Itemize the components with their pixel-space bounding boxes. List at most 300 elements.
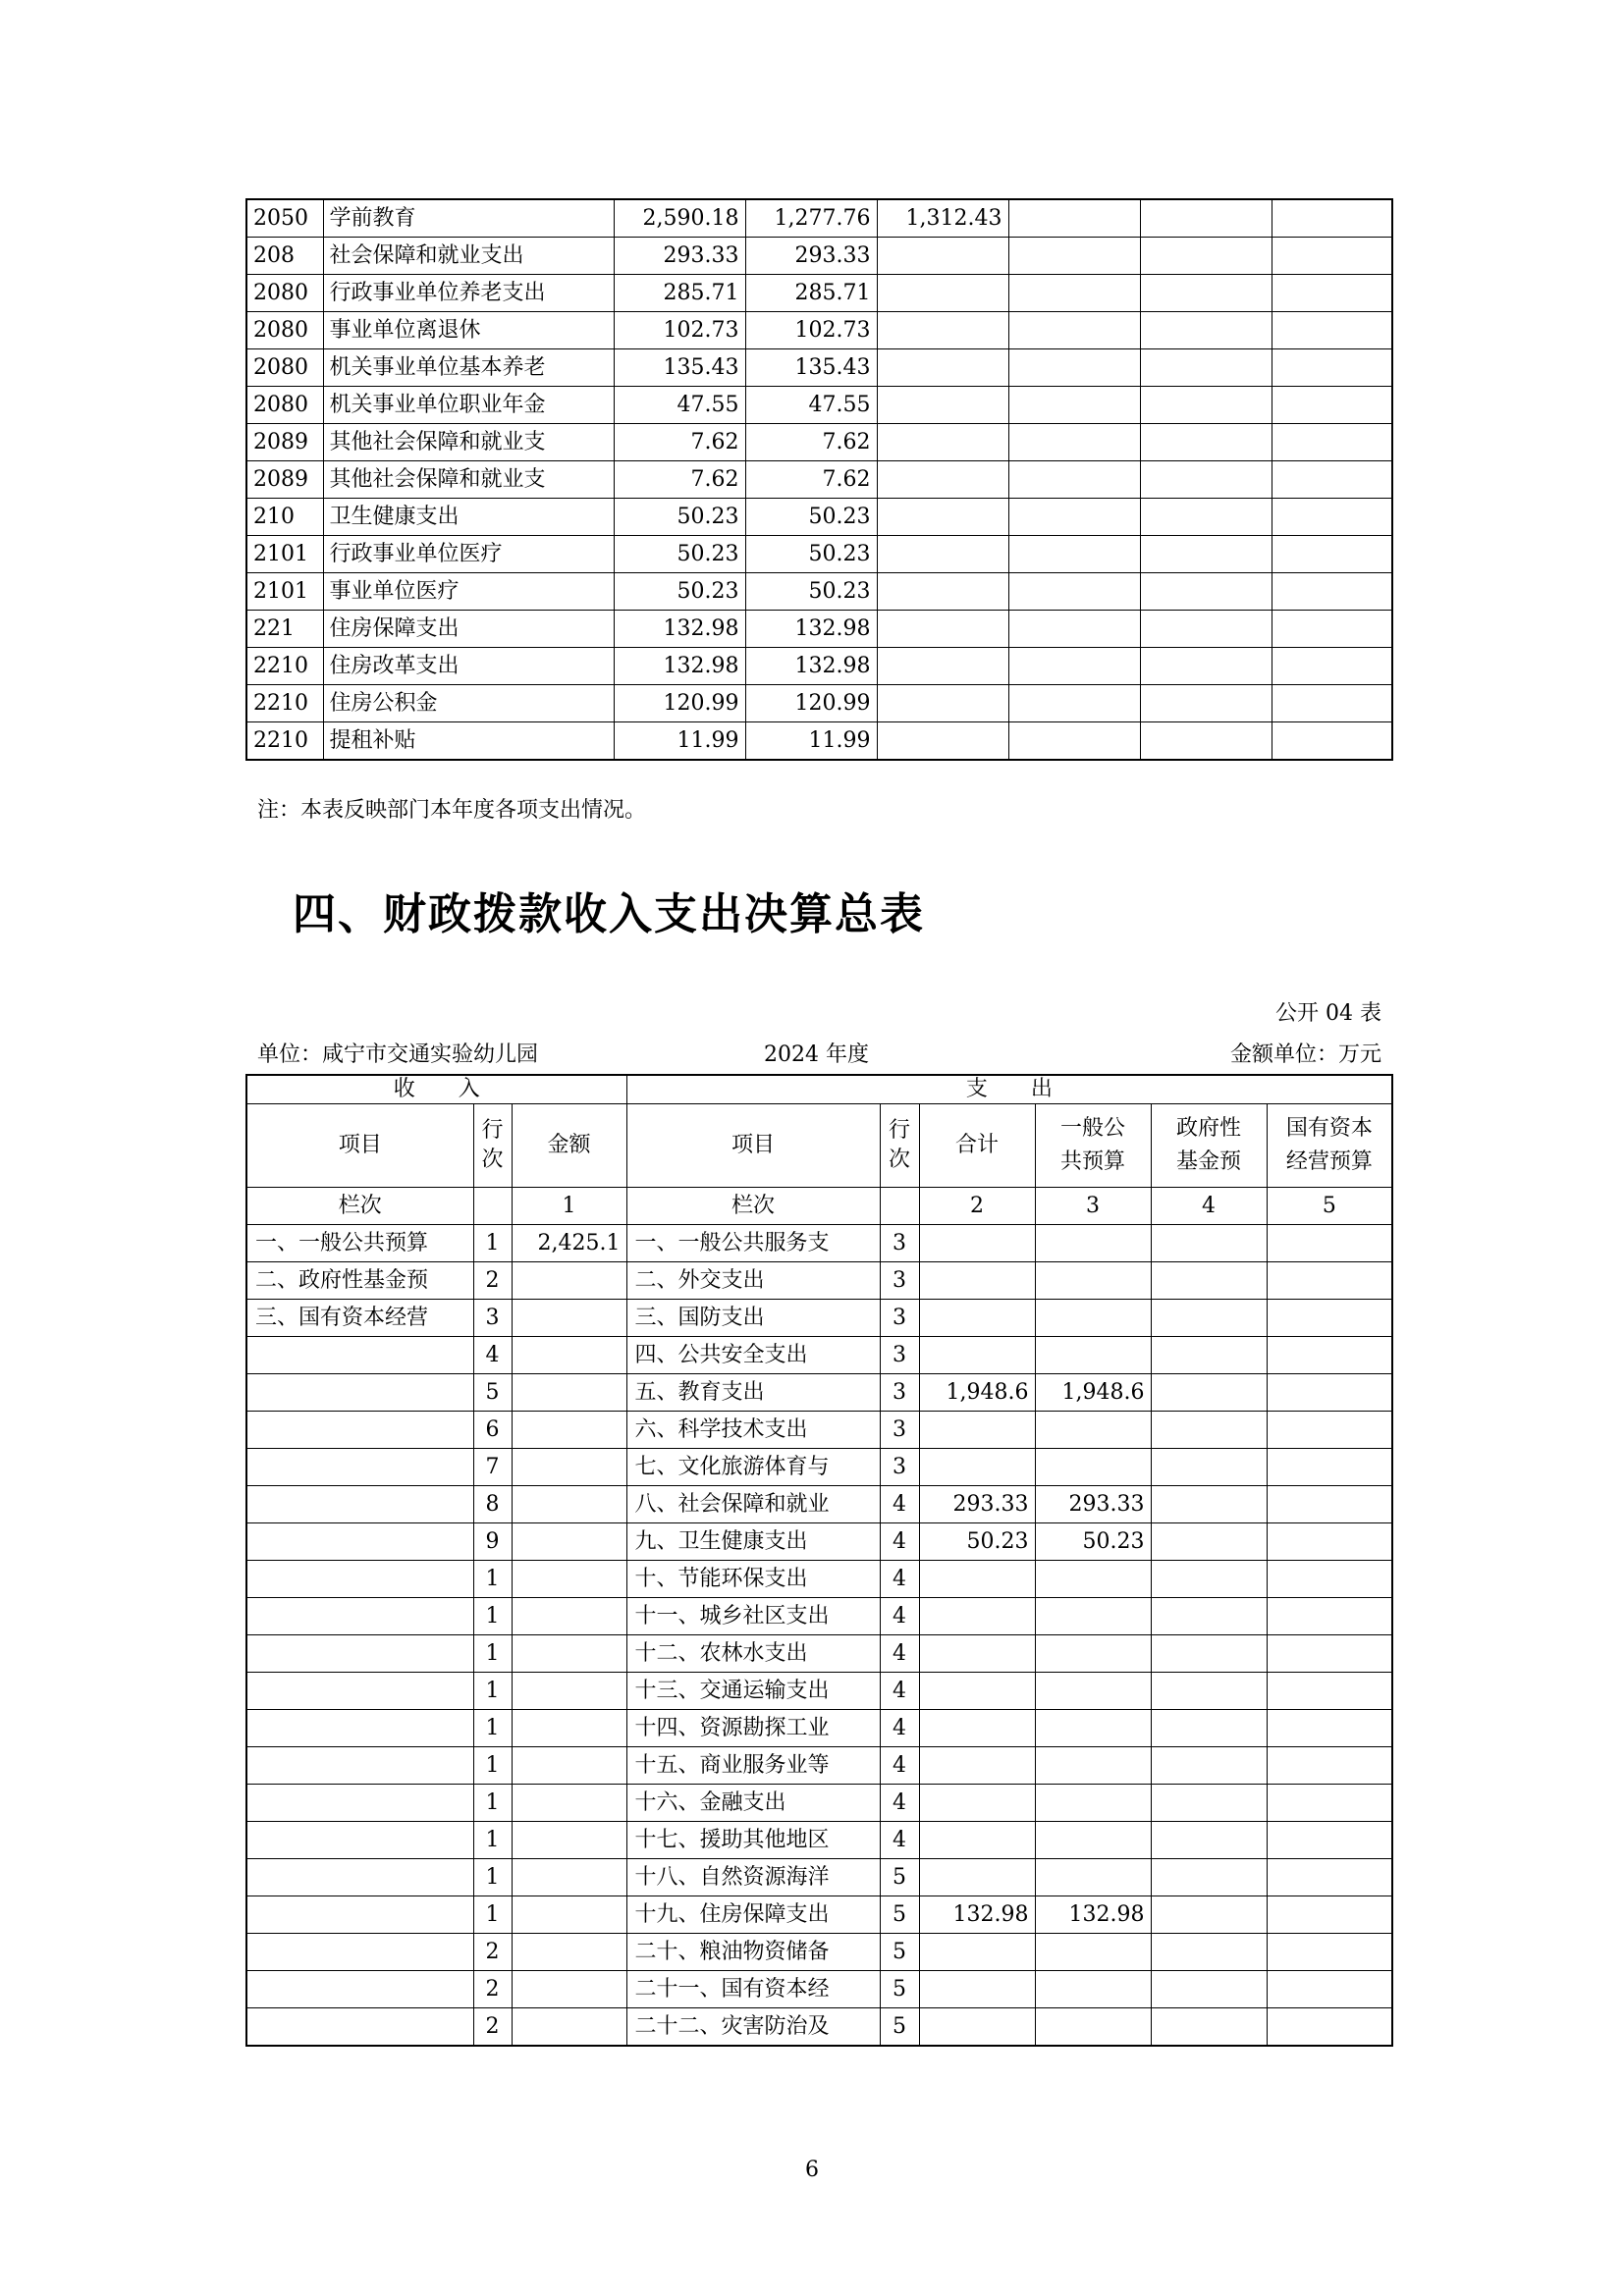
table-cell [1272,312,1392,349]
table-cell [246,2008,473,2047]
table-cell [919,1785,1035,1822]
state-capital-header-line2: 经营预算 [1285,1149,1373,1174]
table-cell [1140,536,1272,573]
table-cell [1140,722,1272,761]
table-cell: 十二、农林水支出 [626,1635,880,1673]
table-cell: 二、政府性基金预 [246,1262,473,1300]
table-row [246,1859,1392,1896]
table-cell: 7.62 [745,461,877,499]
column-index-cell: 5 [1267,1188,1392,1225]
table-cell [246,1561,473,1598]
table-cell [1267,1262,1392,1300]
table-cell [1008,461,1140,499]
table-cell: 2,590.18 [614,199,745,238]
table-cell [1140,461,1272,499]
table-cell: 1 [473,1896,512,1934]
table-cell [246,1859,473,1896]
table-cell: 293.33 [1035,1486,1151,1523]
table-row [246,199,1392,238]
table-cell [877,424,1008,461]
table-cell [1140,648,1272,685]
table-cell [512,2008,626,2047]
table-row [246,1449,1392,1486]
table-cell [877,312,1008,349]
table-cell: 一、一般公共服务支 [626,1225,880,1262]
table-cell: 135.43 [614,349,745,387]
table-row [246,1300,1392,1337]
table-cell [1140,199,1272,238]
table-cell [1035,1449,1151,1486]
table-cell [1151,1374,1267,1412]
income-item-header: 项目 [246,1104,473,1188]
table-cell [1267,2008,1392,2047]
table-cell [919,2008,1035,2047]
table-cell [512,1635,626,1673]
table-cell [919,1673,1035,1710]
table-cell: 1 [473,1859,512,1896]
table-cell [512,1598,626,1635]
table-cell [1035,1561,1151,1598]
table-cell: 47.55 [614,387,745,424]
table-cell [1272,648,1392,685]
table-cell [246,1635,473,1673]
page-number: 6 [805,2158,819,2182]
table-cell: 十、节能环保支出 [626,1561,880,1598]
row-number-header-top: 行 [481,1118,504,1143]
table-cell: 1 [473,1785,512,1822]
column-index-row [246,1188,1392,1225]
table-cell [512,1859,626,1896]
table-cell [1272,275,1392,312]
table-cell: 132.98 [919,1896,1035,1934]
table-cell [512,1486,626,1523]
table-cell [246,1971,473,2008]
table-cell: 5 [880,1859,919,1896]
table-cell [1140,424,1272,461]
table-cell [877,387,1008,424]
table-cell: 十八、自然资源海洋 [626,1859,880,1896]
table-cell [1151,1486,1267,1523]
table-cell [512,1710,626,1747]
table-cell [1267,1635,1392,1673]
table-cell [1140,387,1272,424]
table-cell [1151,1635,1267,1673]
table-row [246,387,1392,424]
table-cell [246,1934,473,1971]
table-row [246,648,1392,685]
table-cell [1267,1934,1392,1971]
table-cell: 4 [880,1598,919,1635]
column-index-cell: 4 [1151,1188,1267,1225]
table-cell: 4 [880,1822,919,1859]
table-cell: 2089 [246,461,323,499]
table-cell: 十七、援助其他地区 [626,1822,880,1859]
table-cell: 11.99 [745,722,877,761]
table-cell [1272,611,1392,648]
table-cell: 3 [880,1225,919,1262]
table-cell: 行政事业单位医疗 [323,536,614,573]
table-cell: 1,277.76 [745,199,877,238]
table-cell: 1 [473,1710,512,1747]
table-cell: 1,312.43 [877,199,1008,238]
table-cell: 2080 [246,349,323,387]
table-row [246,1673,1392,1710]
fiscal-appropriation-summary-table [245,1074,1393,2047]
gov-fund-header [1151,1104,1267,1188]
table-cell: 2080 [246,387,323,424]
expense-item-header: 项目 [626,1104,880,1188]
table-cell [1267,1971,1392,2008]
table-cell [1140,238,1272,275]
table-cell: 十五、商业服务业等 [626,1747,880,1785]
table-row [246,1635,1392,1673]
table-cell [1267,1412,1392,1449]
table-cell [1035,1822,1151,1859]
column-index-cell: 3 [1035,1188,1151,1225]
table-cell: 293.33 [745,238,877,275]
table-cell [512,1822,626,1859]
table-cell: 机关事业单位基本养老 [323,349,614,387]
table-cell [1008,199,1140,238]
table-cell [1272,349,1392,387]
form-code: 公开 04 表 [1275,1001,1381,1026]
table-cell: 50.23 [745,536,877,573]
table-cell: 4 [473,1337,512,1374]
table-cell: 2210 [246,648,323,685]
table-cell: 5 [473,1374,512,1412]
table-cell [1267,1785,1392,1822]
table-cell [1267,1673,1392,1710]
table-cell [246,1337,473,1374]
table-cell [1035,1337,1151,1374]
table-cell [1008,648,1140,685]
column-header-row [246,1104,1392,1188]
table-cell: 5 [880,1971,919,2008]
table-cell: 293.33 [614,238,745,275]
table-cell [512,1337,626,1374]
table-cell [1267,1225,1392,1262]
general-budget-header-line1: 一般公 [1060,1116,1126,1141]
table-cell [1035,1225,1151,1262]
table-cell: 4 [880,1486,919,1523]
table-cell [512,1934,626,1971]
table-cell: 3 [880,1449,919,1486]
table-cell [1008,685,1140,722]
table-cell: 50.23 [1035,1523,1151,1561]
table-cell [1035,1971,1151,2008]
table-cell: 1 [473,1635,512,1673]
table-cell: 1 [473,1561,512,1598]
table-cell [1140,685,1272,722]
table-cell: 2 [473,2008,512,2047]
table-row [246,238,1392,275]
table-cell: 卫生健康支出 [323,499,614,536]
table-row [246,275,1392,312]
table-cell: 7 [473,1449,512,1486]
table-cell: 120.99 [614,685,745,722]
table-cell [1035,1934,1151,1971]
table-cell: 学前教育 [323,199,614,238]
table-cell: 6 [473,1412,512,1449]
table-cell [246,1374,473,1412]
amount-header: 金额 [512,1104,626,1188]
table-cell: 二十二、灾害防治及 [626,2008,880,2047]
table-cell: 285.71 [614,275,745,312]
table-row [246,1486,1392,1523]
table-cell [877,685,1008,722]
table-cell [512,1747,626,1785]
table-cell: 102.73 [745,312,877,349]
table-row [246,1262,1392,1300]
table-cell: 7.62 [614,461,745,499]
table-cell [1035,1598,1151,1635]
table-cell: 十四、资源勘探工业 [626,1710,880,1747]
table-cell [1151,1934,1267,1971]
table-cell [877,275,1008,312]
table-cell [1140,312,1272,349]
table-cell [1035,1673,1151,1710]
table-cell [1035,1262,1151,1300]
state-capital-header [1267,1104,1392,1188]
row-number-header [473,1104,512,1188]
table-cell [1151,1971,1267,2008]
table-cell [1267,1859,1392,1896]
gov-fund-header-line2: 基金预 [1176,1149,1242,1174]
table-cell: 285.71 [745,275,877,312]
table-cell: 3 [880,1374,919,1412]
table-cell: 1 [473,1598,512,1635]
table-cell: 1 [473,1673,512,1710]
table-cell: 5 [880,1896,919,1934]
table-cell: 其他社会保障和就业支 [323,461,614,499]
table-cell: 其他社会保障和就业支 [323,424,614,461]
table-cell: 2080 [246,312,323,349]
table-cell: 3 [880,1262,919,1300]
table-cell [919,1934,1035,1971]
table-cell [1140,275,1272,312]
table-cell [512,1374,626,1412]
table-cell: 住房保障支出 [323,611,614,648]
table-cell: 2089 [246,424,323,461]
table-cell: 3 [880,1412,919,1449]
table-cell: 1,948.6 [919,1374,1035,1412]
table-cell [512,1971,626,2008]
table-cell: 事业单位医疗 [323,573,614,611]
table-cell [246,1710,473,1747]
table-cell [877,499,1008,536]
expense-detail-body [246,199,1392,760]
table-cell: 十九、住房保障支出 [626,1896,880,1934]
table-row [246,1747,1392,1785]
table-cell [1008,499,1140,536]
table-cell [512,1523,626,1561]
column-index-cell: 栏次 [246,1188,473,1225]
table-cell: 机关事业单位职业年金 [323,387,614,424]
column-index-cell: 1 [512,1188,626,1225]
table-cell: 7.62 [745,424,877,461]
column-index-cell: 栏次 [626,1188,880,1225]
table-cell: 2210 [246,685,323,722]
table-cell: 132.98 [745,611,877,648]
table-cell: 50.23 [745,499,877,536]
table-cell [1151,1598,1267,1635]
total-header: 合计 [919,1104,1035,1188]
table-cell [919,1300,1035,1337]
general-budget-header [1035,1104,1151,1188]
table-cell: 社会保障和就业支出 [323,238,614,275]
table-cell: 132.98 [614,611,745,648]
table-cell [919,1598,1035,1635]
table-cell: 六、科学技术支出 [626,1412,880,1449]
table-cell [1272,685,1392,722]
table-cell: 2080 [246,275,323,312]
general-budget-header-line2: 共预算 [1060,1149,1126,1174]
table-cell [1151,1561,1267,1598]
table-cell [246,1822,473,1859]
table-row [246,1225,1392,1262]
table-cell [1035,1785,1151,1822]
table-row [246,722,1392,761]
column-index-cell [880,1188,919,1225]
table-cell: 2 [473,1262,512,1300]
table-cell: 7.62 [614,424,745,461]
table-cell: 3 [880,1300,919,1337]
table-cell: 住房改革支出 [323,648,614,685]
table-row [246,424,1392,461]
table-cell [877,238,1008,275]
table-cell: 50.23 [614,536,745,573]
row-number2-header [880,1104,919,1188]
table-cell: 120.99 [745,685,877,722]
table-cell [1151,1785,1267,1822]
table-cell [512,1673,626,1710]
table-cell: 50.23 [919,1523,1035,1561]
table-cell: 4 [880,1747,919,1785]
table-cell [877,536,1008,573]
table-cell [1267,1896,1392,1934]
table-cell [1008,275,1140,312]
table-cell: 2050 [246,199,323,238]
table-cell [877,722,1008,761]
table-row [246,1337,1392,1374]
table-cell: 4 [880,1785,919,1822]
table-cell [919,1710,1035,1747]
table-cell [1272,461,1392,499]
table-cell [1035,1859,1151,1896]
table-cell [512,1896,626,1934]
table-cell [1035,1412,1151,1449]
table-cell: 221 [246,611,323,648]
table-cell: 十一、城乡社区支出 [626,1598,880,1635]
table-cell [1267,1300,1392,1337]
table-cell: 4 [880,1561,919,1598]
table-cell [1151,1262,1267,1300]
table-cell [1008,312,1140,349]
table-row [246,1785,1392,1822]
table-cell: 2101 [246,536,323,573]
table-cell [1140,349,1272,387]
table-row [246,1971,1392,2008]
table-note: 注：本表反映部门本年度各项支出情况。 [257,798,647,823]
table-cell [1151,1673,1267,1710]
table-cell: 47.55 [745,387,877,424]
table-cell [1151,1896,1267,1934]
table-cell: 五、教育支出 [626,1374,880,1412]
table-cell [1151,1412,1267,1449]
table-cell [877,349,1008,387]
table-cell [1272,573,1392,611]
table-cell: 三、国有资本经营 [246,1300,473,1337]
table-cell [1272,536,1392,573]
table-cell [1151,1337,1267,1374]
table-cell: 9 [473,1523,512,1561]
table-cell: 50.23 [745,573,877,611]
gov-fund-header-line1: 政府性 [1176,1116,1242,1141]
table-cell [1035,1300,1151,1337]
table-cell [1008,536,1140,573]
table-cell [1151,1859,1267,1896]
table-cell [246,1747,473,1785]
table-cell [1272,499,1392,536]
table-cell [919,1225,1035,1262]
table-cell [512,1300,626,1337]
column-index-cell: 2 [919,1188,1035,1225]
table-cell [1272,387,1392,424]
table-cell [919,1747,1035,1785]
table-cell [1272,424,1392,461]
income-group-header: 收 入 [246,1075,626,1104]
table-cell: 2,425.1 [512,1225,626,1262]
table-cell: 八、社会保障和就业 [626,1486,880,1523]
table-cell [1267,1523,1392,1561]
table-cell [919,1412,1035,1449]
table-cell [246,1785,473,1822]
row-number2-header-bottom: 次 [889,1148,911,1172]
table-cell [512,1785,626,1822]
table-cell [1151,1449,1267,1486]
table-cell [1035,1635,1151,1673]
table-cell [246,1896,473,1934]
table-cell [1151,2008,1267,2047]
table-row [246,1374,1392,1412]
table-cell: 提租补贴 [323,722,614,761]
table-cell [919,1262,1035,1300]
table-cell [1008,349,1140,387]
table-cell [1151,1523,1267,1561]
table-cell [1151,1225,1267,1262]
table-cell: 4 [880,1635,919,1673]
table-cell: 132.98 [745,648,877,685]
table-cell: 3 [880,1337,919,1374]
table-row [246,536,1392,573]
table-cell [1151,1822,1267,1859]
expense-group-header: 支 出 [626,1075,1392,1104]
expense-detail-table [245,198,1393,761]
table-cell [246,1449,473,1486]
state-capital-header-line1: 国有资本 [1285,1116,1373,1141]
table-cell [1035,2008,1151,2047]
table-cell: 四、公共安全支出 [626,1337,880,1374]
table-cell: 210 [246,499,323,536]
table-cell [877,648,1008,685]
table-cell [1008,611,1140,648]
table-cell [1267,1561,1392,1598]
table-cell [1272,238,1392,275]
table-cell: 十三、交通运输支出 [626,1673,880,1710]
table-row [246,461,1392,499]
table-cell [877,611,1008,648]
table-cell [877,461,1008,499]
